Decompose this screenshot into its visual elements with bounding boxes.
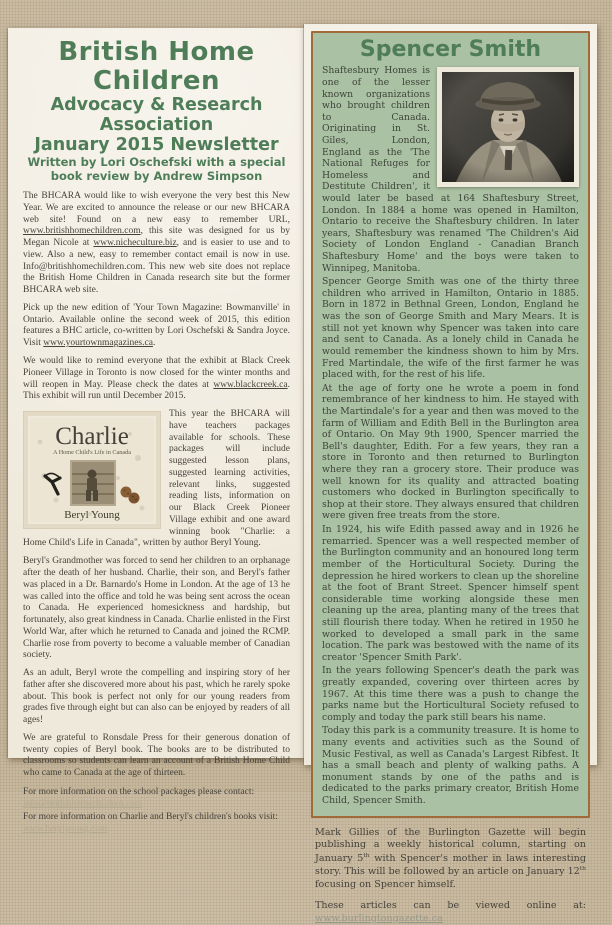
paragraph-beryl-grandmother: Beryl's Grandmother was forced to send her children to an orphanage after the death of her husband. Charlie, their son, and Beryl's father was placed in a Dr. Barnardo's Home in London. At the age of 13 he was called into the office and told he was being sent across the ocean to Canada. He experienced homesickness and hardship, but fortunately, also great kindness in Canada. Charlie enlisted in the First World War, after which he returned to Canada and joined the RCMP. Charlie rose from poverty to become a valuable member of Canadian society. — [23, 556, 290, 661]
paragraph-park-expansion: In the years following Spencer's death the park was greatly expanded, covering over thirteen acres by 1967. At this time there was a push to change the parks name but the Horticultural Society refused to comply and today the park still bears his name. — [322, 665, 579, 723]
newsletter-byline-2: book review by Andrew Simpson — [50, 169, 263, 184]
text-segment: focusing on Spencer himself. — [315, 878, 456, 890]
newsletter-subtitle: Advocacy & Research Association — [50, 95, 263, 136]
text-segment: with Spencer's mother in laws interesting story. This will be followed by an article on January 12 — [315, 852, 586, 878]
book-subtitle: A Home Child's Life in Canada — [53, 449, 131, 457]
left-newsletter-page — [8, 28, 304, 835]
paragraph-book-review: As an adult, Beryl wrote the compelling and inspiring story of her father after she discovered more about his past, which he rarely spoke about. This book is perfect not only for our young readers from grades five through eight but can also can be enjoyed by readers of all ages! — [23, 668, 290, 726]
book-cover-illustration — [30, 418, 154, 522]
contact-line-books: For more information on Charlie and Beryl's children's books visit: — [23, 811, 278, 822]
newsletter-byline-1: Written by Lori Oschefski with a special — [27, 155, 286, 170]
contact-block — [23, 786, 290, 835]
book-title: Charlie — [55, 423, 129, 451]
paragraph-park-today: Today this park is a community treasure. It is home to many events and activities such as the Sound of Music Festival, as well as Canada's Largest Ribfest. It has a small beach and plenty of walking paths. A monument stands by one of the paths and is dedicated to the parks primary creator, British Home Child, Spencer Smith. — [322, 725, 579, 807]
inline-link[interactable]: www.burlingtongazette.ca — [315, 912, 443, 924]
below-panel-text — [311, 827, 590, 925]
text-segment: th — [363, 851, 370, 859]
paragraph-website-announcement — [23, 191, 290, 297]
right-newsletter-page — [304, 24, 597, 924]
paragraph-teacher-packages: This year the BHCARA will have teachers packages available for schools. These packages will include suggested lesson plans, suggested learning activities, relevant links, suggested reading lists, information on our Black Creek Pioneer Village exhibit and one award winning book "Charlie: a Home Child's Life in Canada", written by author Beryl Young. — [23, 409, 290, 549]
book-author: Beryl Young — [64, 509, 120, 522]
text-segment: These articles can be viewed online at: — [315, 900, 586, 912]
paragraph-burlington-gazette — [315, 827, 586, 892]
text-segment: The BHCARA would like to wish everyone the very best this New Year. We are excited to announce the release or our new BHCARA web site! Found on a new easy to remember URL, — [23, 191, 290, 225]
book-cover — [23, 411, 161, 529]
paragraph-martindale-bell: At the age of forty one he wrote a poem in fond remembrance of her kindness to him. He stayed with the Martindale's for a year and then was moved to the farm of William and Edith Bell in the Burlington area of Ontario. On May 9th 1900, Spencer married the Bell's daughter, Edith. For a few years, they ran a store in Toronto and then returned to Burlington where they ran a grocery store. Their produce was well known for its quality and attracted boating customers who docked in Burlington specifically to shop at their store. They always ensured that children were given free treats from the store. — [322, 382, 579, 522]
text-segment: Pick up the new edition of 'Your Town Magazine: Bowmanville' in Ontario. Available online the second week of 2015, this edition features a BHC article, co-written by Lori Oschefski & Sandra Joyce. Visit — [23, 302, 290, 349]
inline-link[interactable]: www.yourtownmagazines.ca — [43, 338, 153, 349]
paragraph-articles-online — [315, 900, 586, 925]
paragraph-ronsdale-press: We are grateful to Ronsdale Press for their generous donation of twenty copies of Beryl book. The books are to be distributed to classrooms so students can learn an account of a British Home Child who came to Canada at the age of thirteen. — [23, 732, 290, 779]
paragraph-shaftesbury-homes: Shaftesbury Homes is one of the lesser known organizations who brought children to Canada. Originating in St. Giles, London, England as the 'The National Refuges for Homeless and Destitute Children', it would later be based at 164 Shaftesbury Street, London. In 1884 a home was opened in Hamilton, Ontario to receive the Shaftesbury children. In later years, Shaftesbury was renamed 'The Children's Aid Society of London England - Canadian Branch Shaftesbury Home' and the boys were taken to Winnipeg, Manitoba. — [322, 65, 579, 274]
inline-link[interactable]: www.britishhomechildren.com — [23, 226, 141, 237]
paragraph-burlington-life: In 1924, his wife Edith passed away and in 1926 he remarried. Spencer was a well respected member of the Burlington community and an honoured long term member of the Horticultural Society. During the depression he hired workers to clean up the shoreline at the foot of Brant Street. Spencer himself spent considerable time working alongside these men cleaning up the area, planting many of the trees that still flourish there today. When he retired in 1950 he worked to developed a small park in the same location. The park was bestowed with the name of its creator 'Spencer Smith Park'. — [322, 524, 579, 663]
inline-link[interactable]: www.nicheculture.biz — [93, 238, 177, 249]
newsletter-masthead — [23, 38, 290, 184]
text-segment: . — [152, 338, 156, 349]
paragraph-spencer-arrival: Spencer George Smith was one of the thirty three children who arrived in Hamilton, Ontario in 1885. Born in 1872 in Bethnal Green, London, England he was the son of George Smith and Mary Mears. It is still not yet known why Spencer was taken into care and sent to Canada. As a lonely child in Canada he would remember the kindness shown to him by Mrs. Fred Martindale, the wife of the first farmer he was placed with, for the rest of his life. — [322, 276, 579, 381]
beryl-young-link[interactable]: www.berylyoung.com — [23, 824, 108, 835]
paragraph-black-creek-exhibit — [23, 356, 290, 403]
text-segment: , and is easier to use and to view. Also a new, easy to remember contact email is now in use. Info@britishhomechildren.com. This new web site does not replace the British Home Children in Canada research site but the former BHCARA web site. — [23, 238, 290, 296]
spencer-smith-photo — [437, 67, 579, 187]
spencer-smith-panel — [311, 31, 590, 818]
left-column-body — [23, 191, 290, 835]
portrait-illustration — [442, 72, 574, 182]
text-segment: th — [579, 865, 586, 873]
paragraph-your-town-magazine — [23, 303, 290, 350]
contact-line-packages: For more information on the school packages please contact: — [23, 787, 255, 798]
newsletter-issue: January 2015 Newsletter — [34, 135, 279, 156]
text-segment: , this site was designed for us by Megan Nicole at — [23, 226, 290, 249]
contact-email-link[interactable]: info@britishhomechildren.com — [23, 799, 143, 810]
text-segment: . This exhibit will run until December 2015. — [23, 379, 290, 402]
newsletter-title: British Home Children — [58, 37, 255, 96]
inline-link[interactable]: www.blackcreek.ca — [213, 379, 288, 390]
text-segment: We would like to remind everyone that the exhibit at Black Creek Pioneer Village in Toronto is now closed for the winter months and will reopen in May. Please check the dates at — [23, 355, 290, 390]
text-segment: Mark Gillies of the Burlington Gazette will begin publishing a weekly historical column, starting on January 5 — [315, 826, 586, 864]
article-title: Spencer Smith — [359, 37, 542, 62]
